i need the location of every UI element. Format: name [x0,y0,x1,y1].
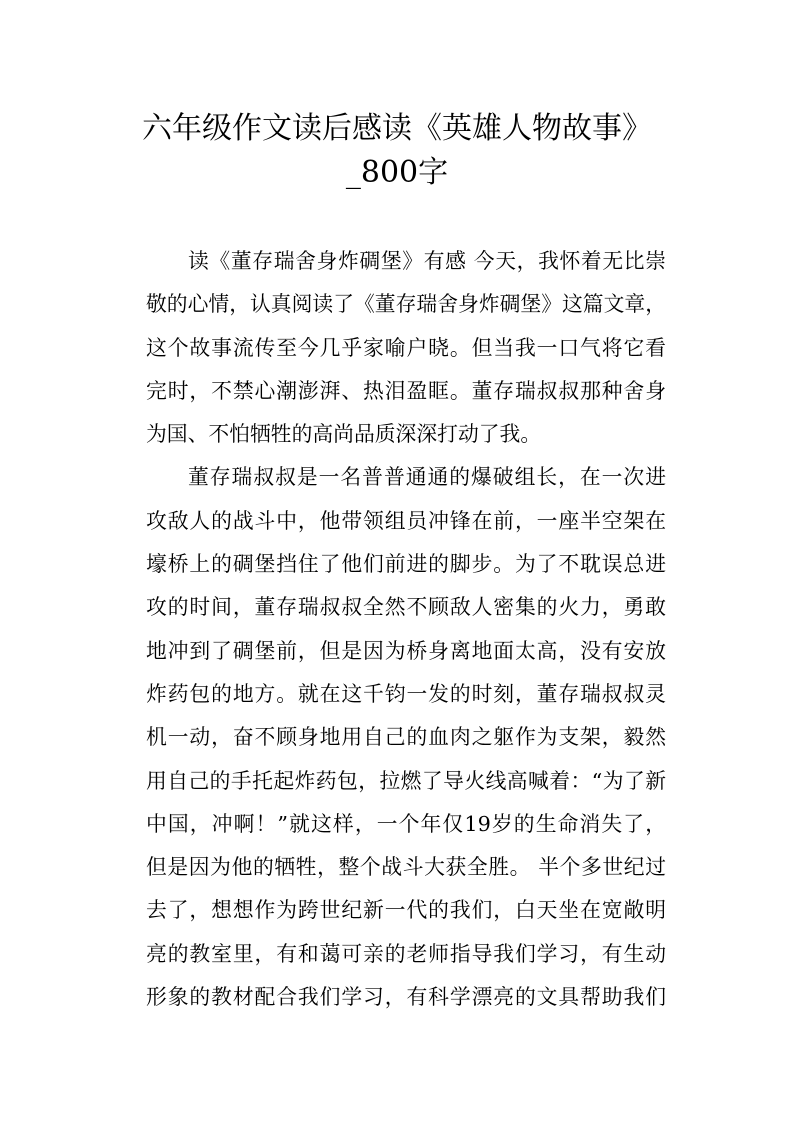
paragraph-2-line: 用自己的手托起炸药包，拉燃了导火线高喊着：“为了新 [146,768,666,793]
paragraph-1-line: 敬的心情，认真阅读了《董存瑞舍身炸碉堡》这篇文章， [146,292,666,317]
paragraph-1-line: 为国、不怕牺牲的高尚品质深深打动了我。 [146,422,542,447]
paragraph-2-line: 亮的教室里，有和蔼可亲的老师指导我们学习，有生动 [146,941,666,966]
paragraph-2-line: 形象的教材配合我们学习，有科学漂亮的文具帮助我们 [146,985,666,1010]
paragraph-2-line: 攻敌人的战斗中，他带领组员冲锋在前，一座半空架在 [146,508,666,533]
paragraph-1-line: 读《董存瑞舍身炸碉堡》有感 今天，我怀着无比崇 [188,249,666,273]
document-body [146,240,666,1019]
paragraph-2-line: 炸药包的地方。就在这千钧一发的时刻，董存瑞叔叔灵 [146,681,666,706]
paragraph-2-line: 壕桥上的碉堡挡住了他们前进的脚步。为了不耽误总进 [146,552,666,577]
paragraph-2-line: 中国，冲啊！”就这样，一个年仅19岁的生命消失了， [146,811,666,836]
paragraph-2-line: 董存瑞叔叔是一名普普通通的爆破组长，在一次进 [188,465,666,490]
document-title-line-2: _800字 [345,155,449,190]
paragraph-2-line: 攻的时间，董存瑞叔叔全然不顾敌人密集的火力，勇敢 [146,595,666,620]
document-title-line-1: 六年级作文读后感读《英雄人物故事》 [142,111,652,146]
paragraph-2-line: 机一动，奋不顾身地用自己的血肉之躯作为支架，毅然 [146,725,666,750]
paragraph-1-line: 完时，不禁心潮澎湃、热泪盈眶。董存瑞叔叔那种舍身 [146,378,666,403]
paragraph-2-line: 地冲到了碉堡前，但是因为桥身离地面太高，没有安放 [146,638,666,663]
paragraph-2-line: 但是因为他的牺牲，整个战斗大获全胜。 半个多世纪过 [146,855,666,880]
paragraph-2-line: 去了，想想作为跨世纪新一代的我们，白天坐在宽敞明 [146,898,666,923]
paragraph-1-line: 这个故事流传至今几乎家喻户晓。但当我一口气将它看 [146,335,666,360]
